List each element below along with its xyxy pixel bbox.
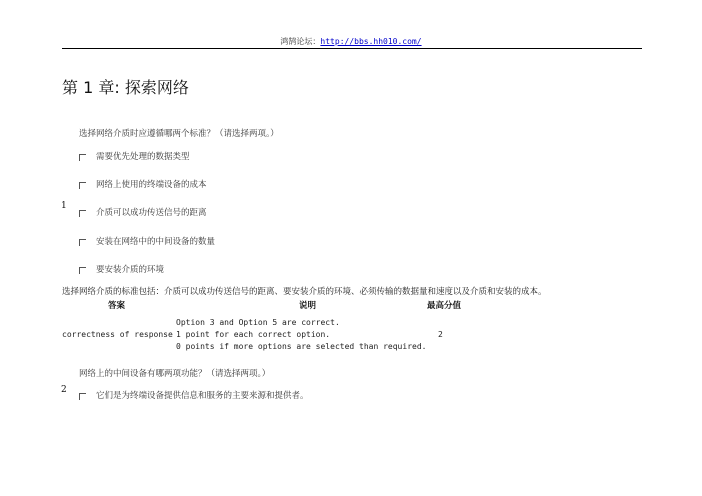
- q1-explanation: 选择网络介质的标准包括：介质可以成功传送信号的距离、要安装介质的环境、必须传输的数据量和速度以及介质和安装的成本。: [62, 287, 547, 297]
- q1-option-5-label: 要安装介质的环境: [96, 265, 165, 275]
- chapter-title: 第 1 章: 探索网络: [62, 78, 189, 97]
- col-header-answer: 答案: [108, 301, 126, 311]
- header-label: 鸿鹄论坛：: [280, 37, 321, 46]
- q1-option-3[interactable]: [79, 207, 207, 219]
- q1-option-2[interactable]: [79, 179, 207, 191]
- checkbox[interactable]: [79, 239, 86, 246]
- checkbox[interactable]: [79, 182, 86, 189]
- col-header-max-points: 最高分值: [427, 301, 462, 311]
- q2-number: 2: [61, 385, 67, 395]
- checkbox[interactable]: [79, 267, 86, 274]
- q1-option-3-label: 介质可以成功传送信号的距离: [96, 208, 207, 218]
- note-line-1: Option 3 and Option 5 are correct.: [176, 318, 340, 327]
- q1-option-1[interactable]: [79, 151, 190, 163]
- q2-question: 网络上的中间设备有哪两项功能？（请选择两项。）: [79, 369, 271, 379]
- checkbox[interactable]: [79, 393, 86, 400]
- q1-option-4[interactable]: [79, 236, 215, 248]
- q1-number: 1: [61, 201, 67, 211]
- page-header: [0, 36, 702, 48]
- forum-link[interactable]: http://bbs.hh010.com/: [320, 37, 422, 46]
- q1-option-1-label: 需要优先处理的数据类型: [96, 152, 190, 162]
- header-rule: [62, 48, 642, 49]
- q2-option-1[interactable]: [79, 390, 309, 402]
- q2-option-1-label: 它们是为终端设备提供信息和服务的主要来源和提供者。: [96, 391, 309, 401]
- answer-cell: correctness of response: [62, 330, 173, 339]
- max-points-cell: 2: [438, 330, 443, 339]
- note-line-2: 1 point for each correct option.: [176, 330, 331, 339]
- col-header-notes: 说明: [299, 301, 317, 311]
- q1-question: 选择网络介质时应遵循哪两个标准？（请选择两项。）: [79, 129, 279, 139]
- q1-option-5[interactable]: [79, 264, 164, 276]
- q1-option-4-label: 安装在网络中的中间设备的数量: [96, 237, 216, 247]
- note-line-3: 0 points if more options are selected than required.: [176, 342, 427, 351]
- q1-option-2-label: 网络上使用的终端设备的成本: [96, 180, 207, 190]
- checkbox[interactable]: [79, 154, 86, 161]
- checkbox[interactable]: [79, 210, 86, 217]
